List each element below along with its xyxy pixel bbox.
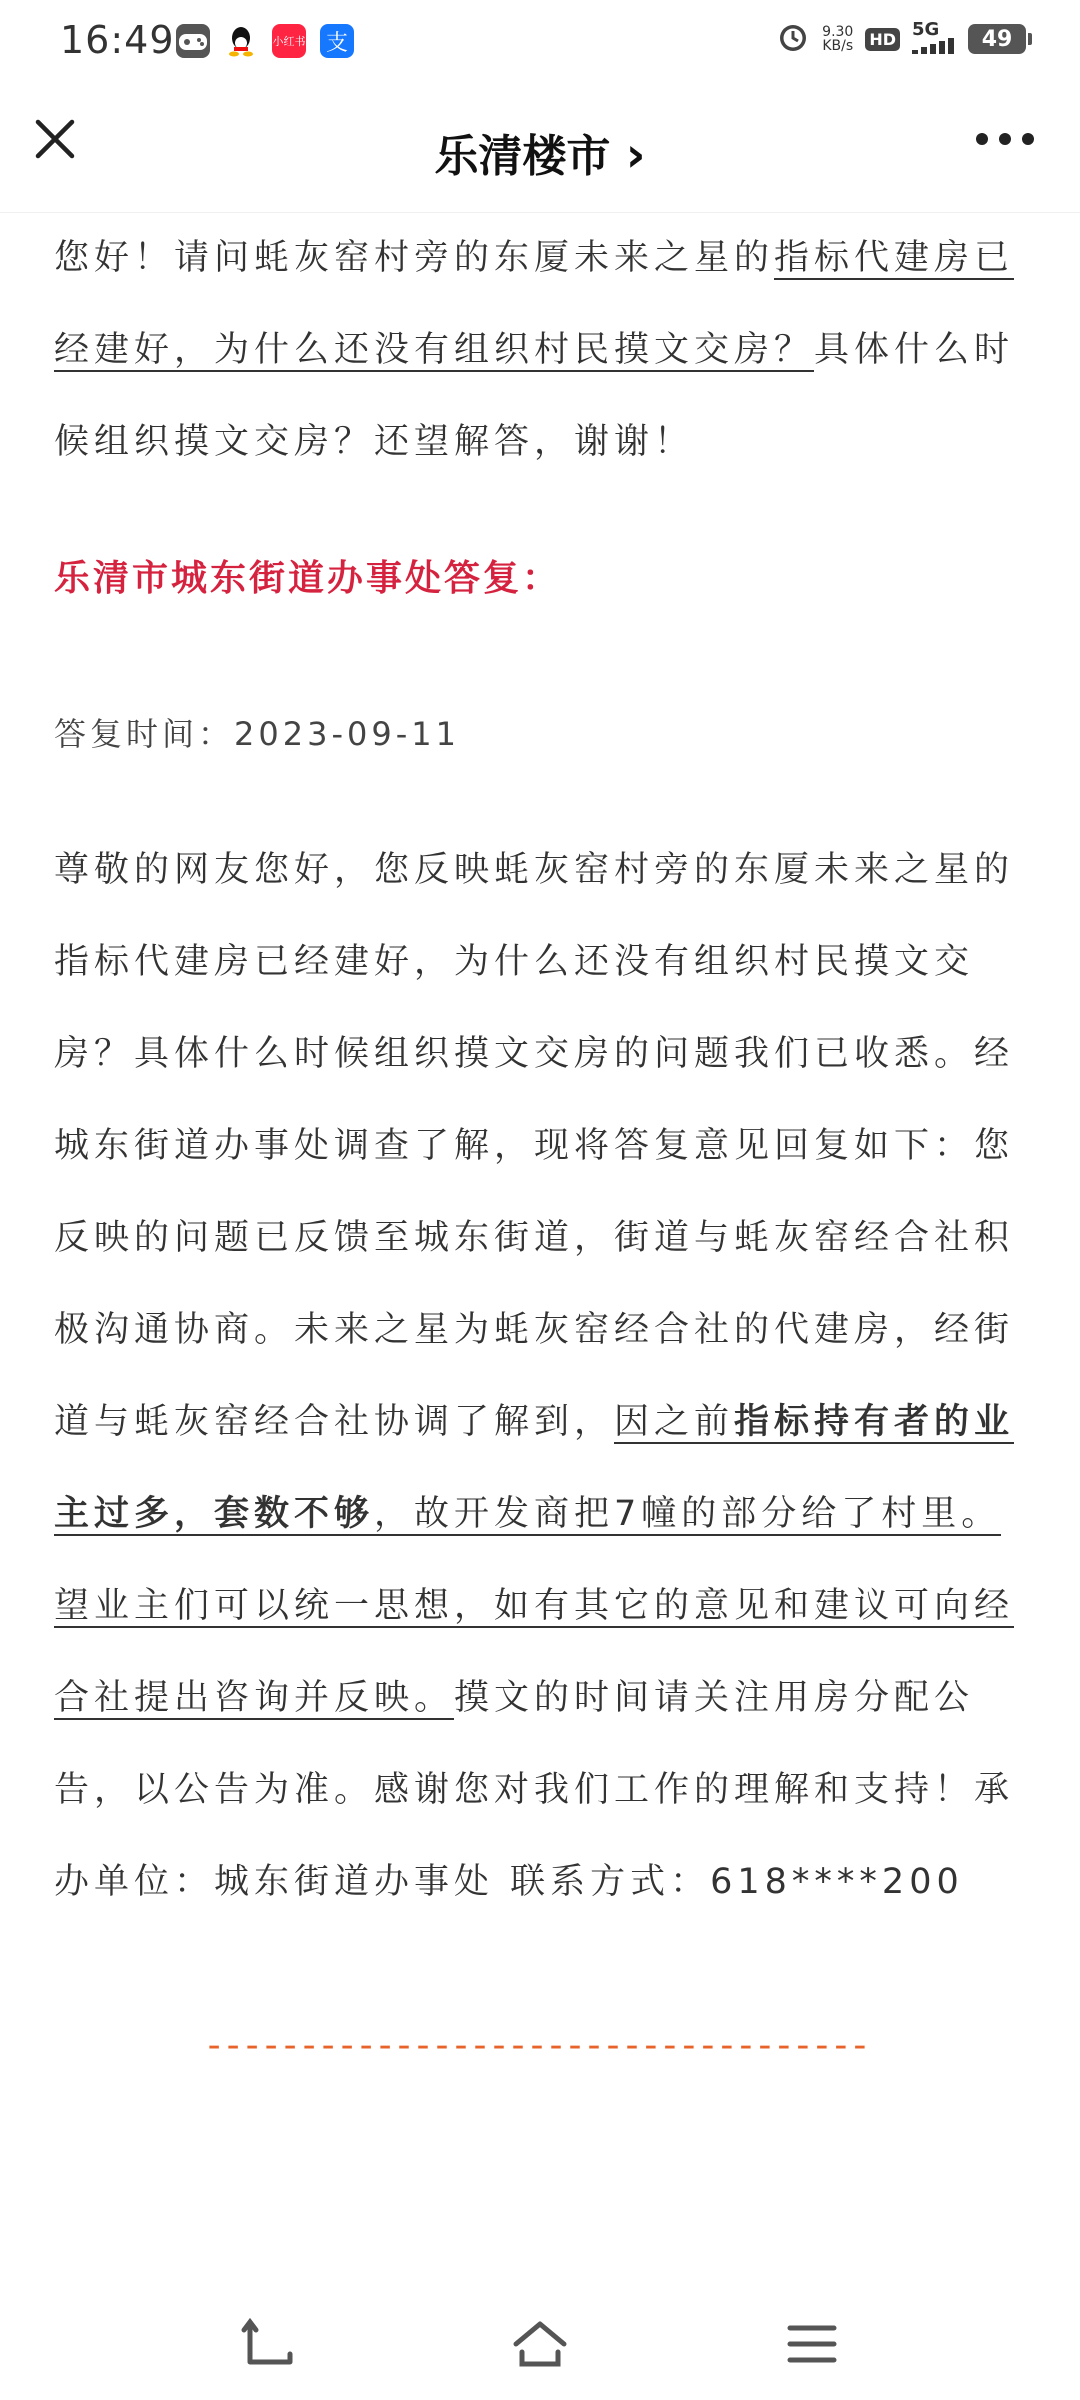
qq-icon	[224, 24, 258, 58]
reply-time-label: 答复时间：	[54, 715, 235, 753]
network-type: 5G	[912, 18, 940, 40]
reply-body-1: 尊敬的网友您好，您反映蚝灰窑村旁的东厦未来之星的指标代建房已经建好，为什么还没有组织村民摸文交房？具体什么时候组织摸文交房的问题我们已收悉。经城东街道办事处调查了解，现将答复意见回复如下：您反映的问题已反馈至城东街道，街道与蚝灰窑经合社积极沟通协商。未来之星为蚝灰窑经合社的代建房，经街道与蚝灰窑经合社协调了解到，	[54, 850, 1015, 1442]
question-text-2: 具体什么时候组织摸文交房？还望解答，谢谢！	[54, 330, 1015, 462]
page-title: 乐清楼市	[434, 131, 611, 182]
game-icon	[176, 24, 210, 58]
reply-body	[54, 824, 1026, 1928]
dashed-divider: -----------------------------------	[207, 2025, 873, 2066]
signal-bars-icon	[912, 38, 956, 54]
question-text-underlined: 指标代建房已经建好，为什么还没有组织村民摸文交房？	[54, 238, 1015, 370]
reply-body-ul-2: ，故开发商把7幢的部分给了村里。望业主们可以统一思想，如有其它的意见和建议可向经合社提出咨询并反映。	[54, 1494, 1015, 1718]
status-bar	[0, 0, 1080, 84]
reply-body-ul-1: 因之前	[614, 1402, 735, 1442]
xiaohongshu-icon: 小红书	[272, 24, 306, 58]
status-indicators	[776, 20, 1026, 58]
reply-body-bold: 指标持有者的业主过多，套数不够	[54, 1402, 1015, 1534]
more-button[interactable]	[970, 124, 1040, 154]
status-time: 16:49	[60, 18, 175, 62]
nav-bar	[0, 84, 1080, 213]
status-app-icons	[176, 24, 354, 58]
hd-badge: HD	[865, 28, 900, 51]
back-button[interactable]	[240, 2316, 300, 2372]
menu-button[interactable]	[782, 2316, 842, 2372]
reply-time	[54, 710, 1026, 758]
more-dots-icon	[970, 124, 1040, 154]
system-nav-bar	[0, 2280, 1080, 2400]
chevron-right-icon: ›	[625, 127, 646, 183]
reply-body-3: 摸文的时间请关注用房分配公告，以公告为准。感谢您对我们工作的理解和支持！承办单位：城东街道办事处 联系方式：618****200	[54, 1678, 1015, 1902]
question-text-1: 您好！请问蚝灰窑村旁的东厦未来之星的	[54, 238, 775, 278]
net-speed-value: 9.30	[822, 24, 854, 40]
battery-indicator: 49	[968, 24, 1026, 54]
article-content	[54, 212, 1026, 2092]
reply-body-underlined	[54, 1402, 1014, 1720]
home-button[interactable]	[510, 2316, 570, 2372]
signal-indicator	[912, 18, 956, 57]
account-title-link[interactable]	[0, 120, 1080, 184]
reply-time-value: 2023-09-11	[234, 715, 460, 753]
alipay-icon: 支	[320, 24, 354, 58]
menu-icon	[782, 2316, 842, 2372]
net-speed-unit: KB/s	[822, 38, 854, 54]
reply-title: 乐清市城东街道办事处答复：	[54, 558, 562, 599]
question-paragraph	[54, 212, 1026, 488]
alarm-icon	[776, 20, 810, 58]
home-icon	[510, 2316, 570, 2372]
net-speed	[822, 25, 853, 53]
back-icon	[240, 2316, 300, 2372]
